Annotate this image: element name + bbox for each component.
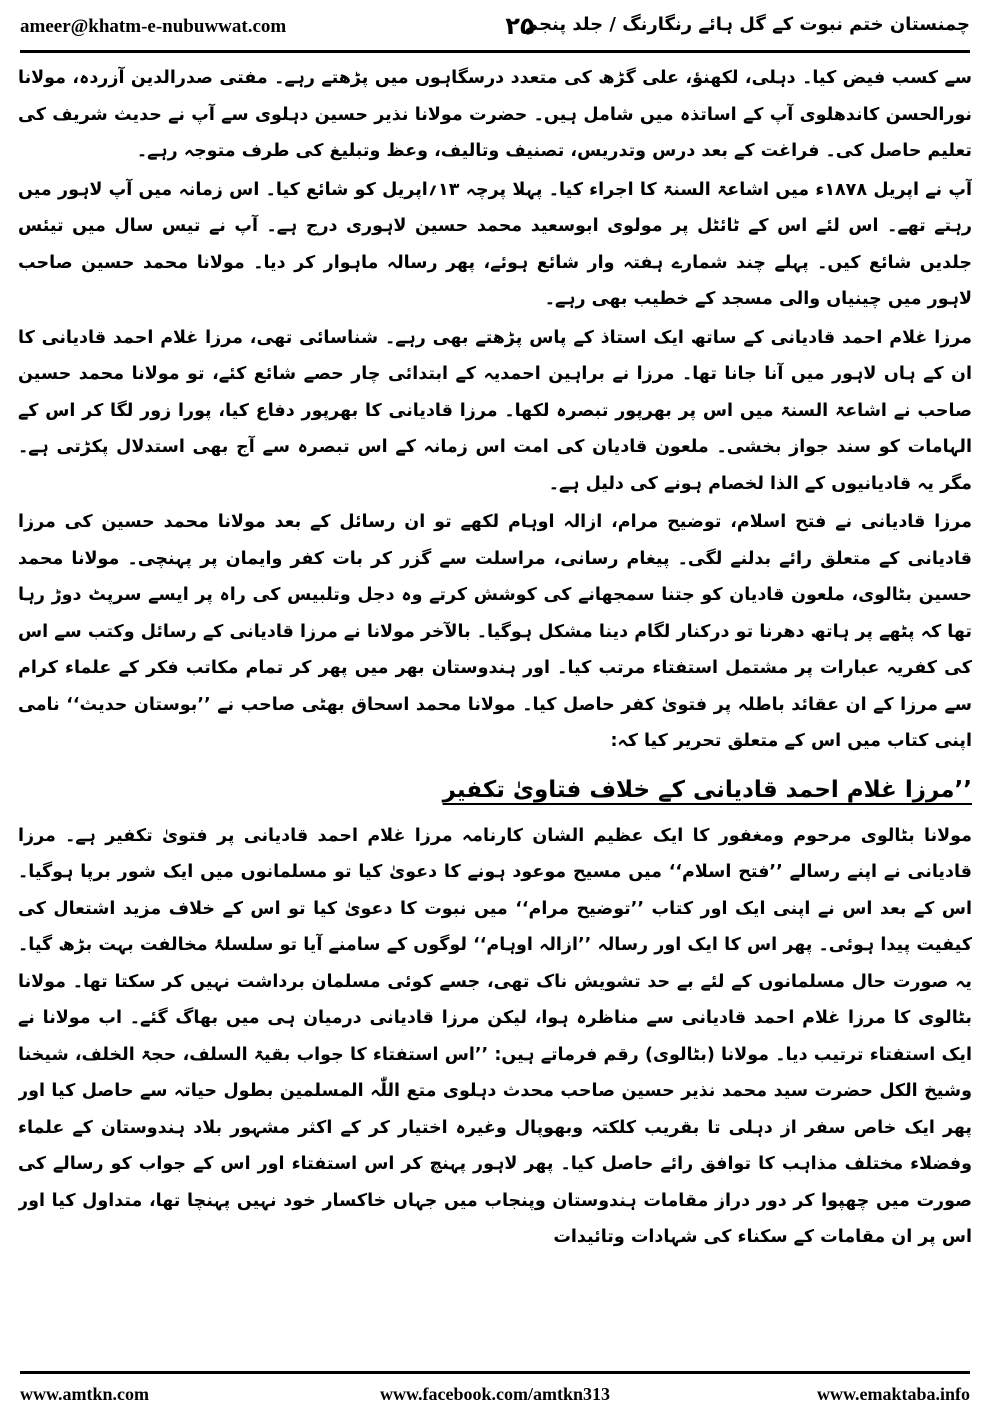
paragraph-1: سے کسب فیض کیا۔ دہلی، لکھنؤ، علی گڑھ کی متعدد درسگاہوں میں پڑھتے رہے۔ مفتی صدرالدین آزردہ، مولانا نورالحسن کاندھلوی آپ کے اساتذہ میں شامل ہیں۔ حضرت مولانا نذیر حسین دہلوی سے آپ نے حدیث شریف کی تعلیم حاصل کی۔ فراغت کے بعد درس وتدریس، تصنیف وتالیف، وعظ وتبلیغ کی طرف متوجہ رہے۔ (18, 68, 972, 161)
body-text (18, 60, 972, 1360)
header-email[interactable]: ameer@khatm-e-nubuwwat.com (20, 16, 287, 37)
paragraph-3: مرزا غلام احمد قادیانی کے ساتھ ایک استاذ کے پاس پڑھتے بھی رہے۔ شناسائی تھی، مرزا غلام احمد قادیانی کا ان کے ہاں لاہور میں آنا جانا تھا۔ مرزا نے براہین احمدیہ کے ابتدائی چار حصے شائع کئے، تو مولانا محمد حسین صاحب نے اشاعۃ السنۃ میں اس پر بھرپور تبصرہ لکھا۔ مرزا قادیانی کا بھرپور دفاع کیا، پورا زور لگا کر اس کے الہامات کو سند جواز بخشی۔ ملعون قادیان کی امت اس زمانہ کے اس تبصرہ سے آج بھی استدلال پکڑتی ہے۔ مگر یہ قادیانیوں کے الذا لخصام ہونے کی دلیل ہے۔ (18, 327, 972, 494)
page-footer (20, 1371, 970, 1414)
page-header (20, 10, 970, 53)
paragraph-4: مرزا قادیانی نے فتح اسلام، توضیح مرام، ازالہ اوہام لکھے تو ان رسائل کے بعد مولانا محمد حسین کی مرزا قادیانی کے متعلق رائے بدلنے لگی۔ پیغام رسانی، مراسلت سے گزر کر بات کفر وایمان پر پہنچی۔ مولانا محمد حسین بٹالوی، ملعون قادیان کو جتنا سمجھانے کی کوشش کرتے وہ دجل وتلبیس کی راہ پر ایسے سرپٹ دوڑ رہا تھا کہ پٹھے پر ہاتھ دھرنا تو درکنار لگام دینا مشکل ہوگیا۔ بالآخر مولانا نے مرزا قادیانی کے رسائل وکتب سے اس کی کفریہ عبارات پر مشتمل استفتاء مرتب کیا۔ اور ہندوستان بھر میں پھر کر تمام مکاتب فکر کے علماء کرام سے مرزا کے ان عقائد باطلہ پر فتویٰ کفر حاصل کیا۔ مولانا محمد اسحاق بھٹی صاحب نے ’’بوستان حدیث‘‘ نامی اپنی کتاب میں اس کے متعلق تحریر کیا کہ: (18, 512, 972, 751)
footer-link-right[interactable]: www.emaktaba.info (816, 1384, 970, 1404)
page-number: ۲۵ (505, 12, 535, 40)
paragraph-5: مولانا بٹالوی مرحوم ومغفور کا ایک عظیم الشان کارنامہ مرزا غلام احمد قادیانی پر فتویٰ تکفیر ہے۔ مرزا قادیانی نے اپنے رسالے ’’فتح اسلام‘‘ میں مسیح موعود ہونے کا دعویٰ کیا تو مسلمانوں میں ایک شور برپا ہوگیا۔ اس کے بعد اس نے اپنی ایک اور کتاب ’’توضیح مرام‘‘ میں نبوت کا دعویٰ کیا تو اس کے خلاف مزید اشتعال کی کیفیت پیدا ہوئی۔ پھر اس کا ایک اور رسالہ ’’ازالہ اوہام‘‘ لوگوں کے سامنے آیا تو سلسلۂ مخالفت بہت بڑھ گیا۔ یہ صورت حال مسلمانوں کے لئے بے حد تشویش ناک تھی، جسے کوئی مسلمان برداشت نہیں کر سکتا تھا۔ مولانا بٹالوی کا مرزا غلام احمد قادیانی سے مناظرہ ہوا، لیکن مرزا قادیانی درمیان ہی میں بھاگ گئے۔ اب مولانا نے ایک استفتاء ترتیب دیا۔ مولانا (بٹالوی) رقم فرماتے ہیں: ’’اس استفتاء کا جواب بقیۃ السلف، حجۃ الخلف، شیخنا وشیخ الکل حضرت سید محمد نذیر حسین صاحب محدث دہلوی متع اللّٰہ المسلمین بطول حیاتہ سے حاصل کیا اور پھر ایک خاص سفر از دہلی تا بقریب کلکتہ وبھوپال وغیرہ اختیار کر کے اکثر مشہور بلاد ہندوستان کے علماء وفضلاء مختلف مذاہب کا توافق رائے حاصل کیا۔ پھر لاہور پہنچ کر اس استفتاء اور اس کے جواب کو رسالے کی صورت میں چھپوا کر دور دراز مقامات ہندوستان وپنجاب میں جہاں خاکسار خود نہیں پہنچا تھا، متداول کیا اور اس پر ان مقامات کے سکناء کی شہادات وتائیدات (18, 825, 972, 1247)
book-title: چمنستان ختم نبوت کے گل ہائے رنگارنگ / جلد پنجم (524, 14, 970, 35)
footer-link-left[interactable]: www.amtkn.com (20, 1384, 149, 1404)
paragraph-2: آپ نے اپریل ۱۸۷۸ء میں اشاعۃ السنۃ کا اجراء کیا۔ پہلا پرچہ ۱۳؍اپریل کو شائع کیا۔ اس زمانہ میں آپ لاہور میں رہتے تھے۔ اس لئے اس کے ٹائٹل پر مولوی ابوسعید محمد حسین لاہوری درج ہے۔ آپ نے تیس سال میں تیئس جلدیں شائع کیں۔ پہلے چند شمارے ہفتہ وار شائع ہوئے، پھر رسالہ ماہوار کر دیا۔ مولانا محمد حسین صاحب لاہور میں چینیاں والی مسجد کے خطیب بھی رہے۔ (18, 179, 972, 309)
section-heading: ’’مرزا غلام احمد قادیانی کے خلاف فتاویٰ تکفیر (442, 776, 972, 803)
footer-link-center[interactable]: www.facebook.com/amtkn313 (380, 1384, 610, 1404)
